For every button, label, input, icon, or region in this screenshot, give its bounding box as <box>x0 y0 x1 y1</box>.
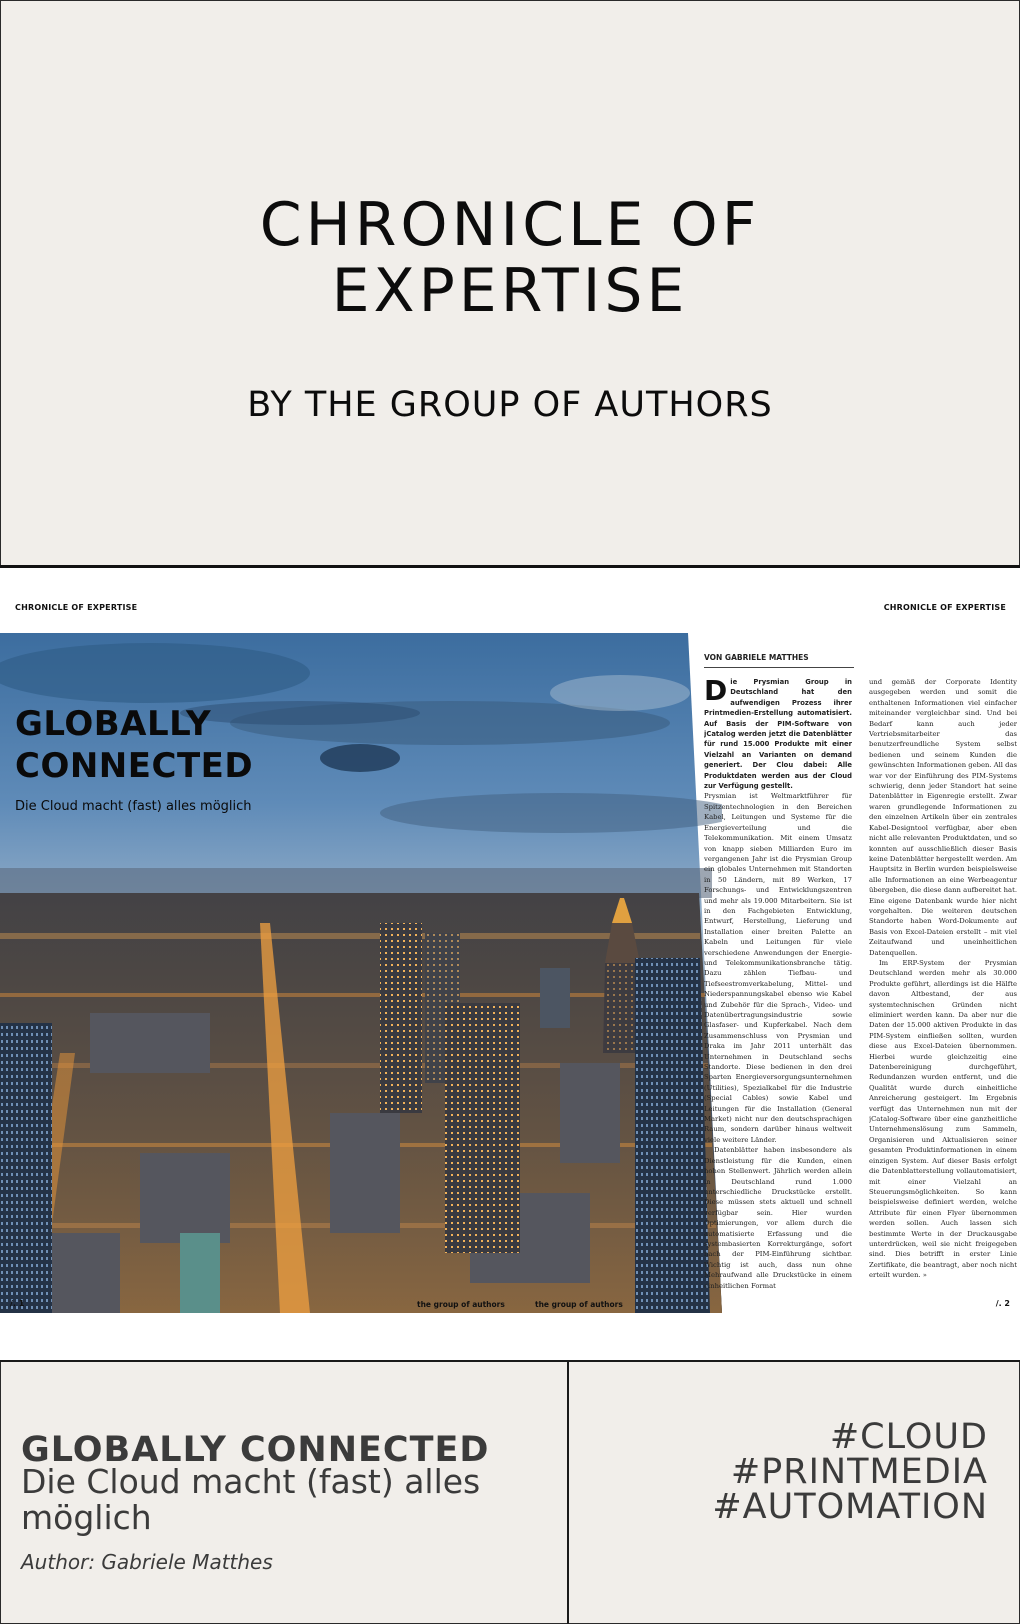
lead-paragraph <box>704 677 852 791</box>
article-body <box>704 653 1017 1313</box>
feature-headline-line-1: GLOBALLY <box>15 704 212 744</box>
title-line-1: CHRONICLE OF <box>259 190 761 260</box>
drop-cap: D <box>704 677 728 707</box>
article-info-panel <box>0 1362 567 1624</box>
page-number-right: /. 2 <box>995 1299 1010 1308</box>
footer-label-right: the group of authors <box>535 1300 623 1309</box>
tag-automation[interactable]: #AUTOMATION <box>712 1487 988 1527</box>
feature-dek: Die Cloud macht (fast) alles möglich <box>15 799 252 814</box>
tag-cloud[interactable]: #CLOUD <box>829 1417 988 1457</box>
tag-list <box>712 1417 988 1527</box>
article-columns <box>704 677 1017 1313</box>
page-title <box>0 192 1020 324</box>
body-paragraph: Datenblätter haben insbesondere als Dienstleistung für die Kunden, einen hohen Stellenwert. Jährlich werden allein in Deutschland rund 1.000 unterschiedliche Druckstücke erstellt. Diese müssen stets aktuell und schnell verfügbar sein. Hier wurden Optimierungen, vor allem durch die automatisierte Erfassung und die systembasierten Korrekturgänge, sofort nach der PIM-Einführung sichtbar. Wichtig ist auch, dass nun ohne Mehraufwand alle Druckstücke in einem einheitlichen Format <box>704 1146 852 1290</box>
tags-panel <box>569 1362 1020 1624</box>
article-dek: Die Cloud macht (fast) alles möglich <box>21 1462 481 1537</box>
page-number-left: /. 1 <box>10 1299 25 1308</box>
body-paragraph: Im ERP-System der Prysmian Deutschland werden mehr als 30.000 Produkte geführt, allerdings ist die Hälfte davon Altbestand, der aus systemtechnischen Gründen nicht eliminiert werden kann. Da aber nur die Daten der 15.000 aktiven Produkte in das PIM-System einfließen sollten, wurden diese aus Excel-Dateien übernommen. Hierbei wurde gleichzeitig eine Datenbereinigung durchgeführt, Redundanzen wurden entfernt, und die Qualität wurde durch einheitliche Anreicherung gesteigert. Im Ergebnis verfügt das Unternehmen nun mit der jCatalog-Software über eine ganzheitliche Unternehmenslösung zum Sammeln, Organisieren und Aktualisieren seiner gesamten Produktinformationen in einem einzigen System. Auf dieser Basis erfolgt die Datenblatterstellung vollautomatisiert, mit einer Vielzahl an Steuerungsmöglichkeiten. So kann beispielsweise definiert werden, welche Attribute für einen Flyer übernommen werden sollen. Auch lassen sich bestimmte Werte in der Druckausgabe unterdrücken, weil sie nicht freigegeben sind. Dies betrifft in erster Linie Zertifikate, die beantragt, aber noch nicht erteilt wurden. » <box>869 958 1017 1280</box>
page-subtitle: BY THE GROUP OF AUTHORS <box>247 385 773 425</box>
body-paragraph: und gemäß der Corporate Identity ausgegeben werden und somit die enthaltenen Informationen viel einfacher miteinander vergleichbar sind. Und bei Bedarf kann auch jeder Vertriebsmitarbeiter das benutzerfreundliche System selbst bedienen und seinem Kunden die gewünschten Informationen geben. All das war vor der Einführung des PIM-Systems schwierig, denn jeder Standort hat seine Datenblätter in Eigenregie erstellt. Zwar waren grundlegende Informationen zu den einzelnen Artikeln über ein zentrales Kabel-Designtool verfügbar, aber eben nicht alle relevanten Produktdaten, und so konnten auf ausschließlich dieser Basis keine Datenblätter hergestellt werden. Am Hauptsitz in Berlin wurden beispielsweise alle Informationen an eine Werbeagentur übergeben, die diese dann aufbereitet hat. Eine eigene Datenbank wurde hier nicht vorgehalten. Die weiteren deutschen Standorte haben Word-Dokumente auf Basis von Excel-Dateien erstellt – mit viel Zeitaufwand und uneinheitlichen Datenquellen. <box>869 678 1017 957</box>
header-section <box>0 0 1020 565</box>
lead-text: ie Prysmian Group in Deutschland hat den aufwendigen Prozess ihrer Printmedien-Erstellung automatisiert. Auf Basis der PIM-Software von jCatalog werden jetzt die Datenblätter für rund 15.000 Produkte mit einer Vielzahl an Varianten on demand generiert. Der Clou dabei: Alle Produktdaten werden aus der Cloud zur Verfügung gestellt. <box>704 678 852 791</box>
feature-headline-line-2: CONNECTED <box>15 746 254 786</box>
body-paragraph: Prysmian ist Weltmarktführer für Spitzentechnologien in den Bereichen Kabel, Leitungen und Systeme für die Energieverteilung und die Telekommunikation. Mit einem Umsatz von knapp sieben Milliarden Euro im vergangenen Jahr ist die Prysmian Group ein globales Unternehmen mit Standorten in 50 Ländern, mit 89 Werken, 17 Forschungs- und Entwicklungszentren und mehr als 19.000 Mitarbeitern. Sie ist in den Fachgebieten Entwicklung, Entwurf, Herstellung, Lieferung und Installation einer breiten Palette an Kabeln und Leitungen für viele verschiedene Anwendungen der Energie- und Telekommunikationsbranche tätig. Dazu zählen Tiefbau- und Tiefseestromverkabelung, Mittel- und Niederspannungskabel ebenso wie Kabel und Zubehör für die Sprach-, Video- und Datenübertragungsindustrie sowie Glasfaser- und Kupferkabel. Nach dem Zusammenschluss von Prysmian und Draka im Jahr 2011 unterhält das Unternehmen in Deutschland sechs Standorte. Diese bedienen in den drei Sparten Energieversorgungsunternehmen (Utilities), Spezialkabel für die Industrie (Special Cables) sowie Kabel und Leitungen für die Installation (General Market) nicht nur den deutschsprachigen Raum, sondern darüber hinaus weltweit viele weitere Länder. <box>704 792 852 1144</box>
magazine-spread <box>0 568 1020 1360</box>
article-column-2 <box>869 677 1017 1313</box>
feature-headline <box>15 703 253 787</box>
article-author: Author: Gabriele Matthes <box>21 1550 273 1574</box>
title-line-2: EXPERTISE <box>331 256 689 326</box>
byline: VON GABRIELE MATTHES <box>704 653 854 668</box>
running-head-left: CHRONICLE OF EXPERTISE <box>15 603 138 612</box>
tag-printmedia[interactable]: #PRINTMEDIA <box>730 1452 988 1492</box>
footer-label-left: the group of authors <box>417 1300 505 1309</box>
running-head-right: CHRONICLE OF EXPERTISE <box>883 603 1006 612</box>
article-column-1 <box>704 677 852 1313</box>
article-title: GLOBALLY CONNECTED <box>21 1430 490 1470</box>
